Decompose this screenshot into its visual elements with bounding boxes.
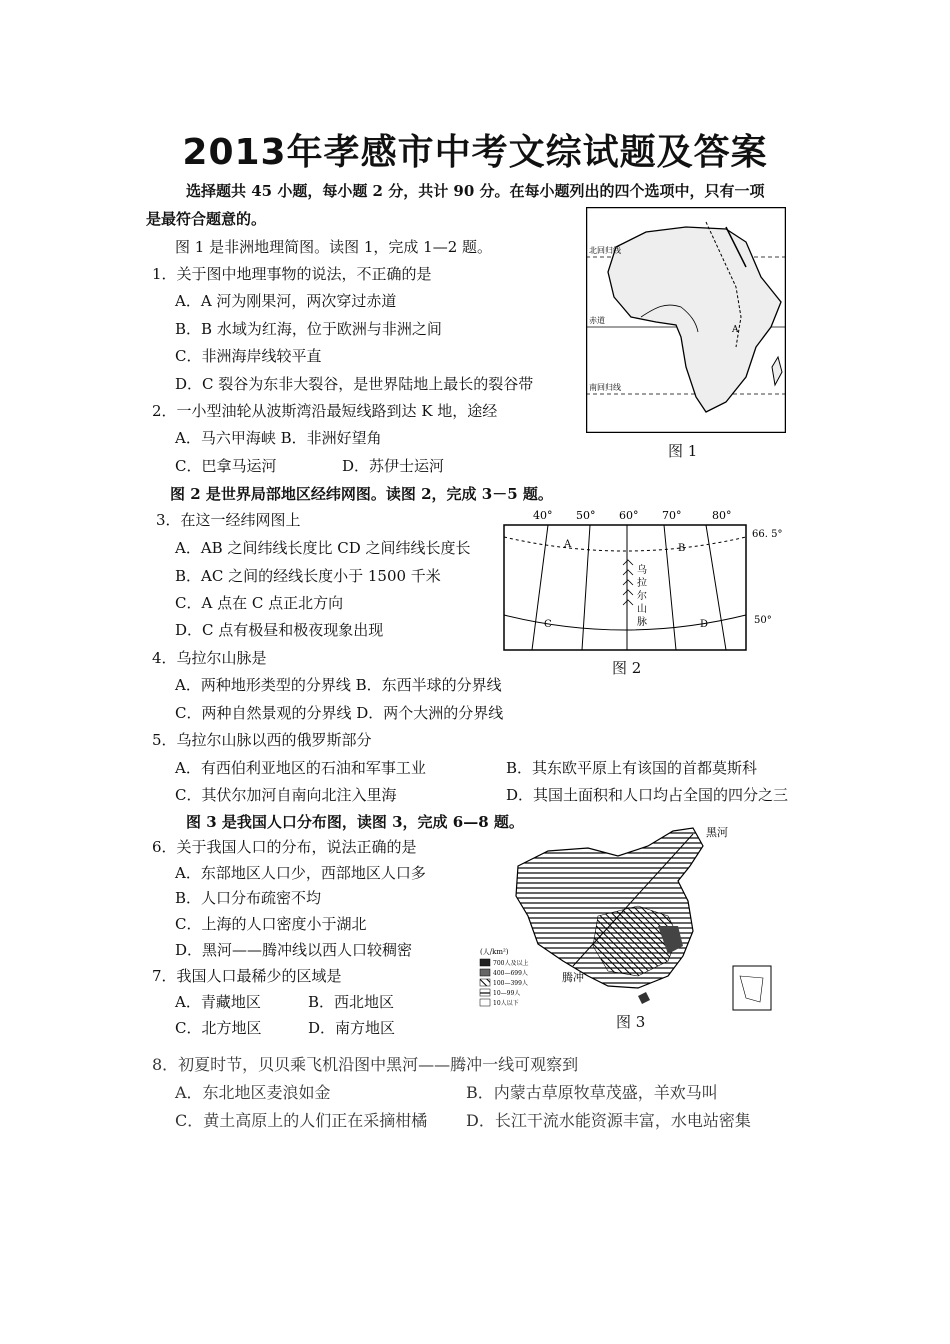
question-1-option-b: B．B 水域为红海，位于欧洲与非洲之间 [175, 320, 442, 338]
fig1-equator-label: 赤道 [589, 316, 605, 325]
africa-map-drawing [586, 207, 786, 433]
intro-line-1: 选择题共 45 小题，每小题 2 分，共计 90 分。在每小题列出的四个选项中，只有一项 [186, 182, 765, 200]
question-7-option-c: C．北方地区 [175, 1019, 262, 1037]
question-4-option-cd: C．两种自然景观的分界线 D．两个大洲的分界线 [175, 704, 504, 722]
question-1-stem: 1．关于图中地理事物的说法，不正确的是 [152, 265, 432, 283]
fig2-point-c: C [544, 619, 552, 630]
fig3-legend-label: 400—699人 [493, 970, 528, 977]
question-3-option-d: D．C 点有极昼和极夜现象出现 [175, 621, 384, 639]
question-3-option-a: A．AB 之间纬线长度比 CD 之间纬线长度长 [175, 539, 471, 557]
question-7-option-b: B．西北地区 [308, 993, 395, 1011]
fig2-lon-label: 70° [662, 509, 682, 522]
fig2-point-d: D [700, 619, 709, 630]
legend-swatch-10 [480, 989, 490, 996]
fig3-legend-label: 100—399人 [493, 980, 528, 987]
question-7-option-d: D．南方地区 [308, 1019, 396, 1037]
figure-2-graticule [500, 505, 800, 659]
legend-swatch-under-10 [480, 999, 490, 1006]
question-3-stem: 3．在这一经纬网图上 [156, 511, 301, 529]
fig2-mountain-char: 脉 [637, 617, 647, 628]
question-1-option-c: C．非洲海岸线较平直 [175, 347, 322, 365]
question-4-option-ab: A．两种地形类型的分界线 B．东西半球的分界线 [175, 676, 502, 694]
fig2-mountain-char: 山 [637, 604, 647, 615]
question-6-stem: 6．关于我国人口的分布，说法正确的是 [152, 838, 417, 856]
question-6-option-b: B．人口分布疏密不均 [175, 889, 322, 907]
question-7-option-a: A．青藏地区 [175, 993, 261, 1011]
legend-swatch-100 [480, 979, 490, 986]
fig2-mountain-char: 乌 [637, 565, 647, 576]
fig2-lon-label: 50° [576, 509, 596, 522]
question-3-option-c: C．A 点在 C 点正北方向 [175, 594, 344, 612]
question-4-stem: 4．乌拉尔山脉是 [152, 649, 267, 667]
question-5-option-b: B．其东欧平原上有该国的首都莫斯科 [506, 759, 758, 777]
fig2-mountain-char: 尔 [637, 591, 647, 602]
question-6-option-d: D．黑河——腾冲线以西人口较稠密 [175, 941, 413, 959]
fig3-legend-label: 10—99人 [493, 990, 521, 997]
fig3-legend-unit: (人/km²) [480, 948, 509, 956]
question-8-option-d: D．长江干流水能资源丰富，水电站密集 [466, 1111, 751, 1130]
legend-swatch-700 [480, 959, 490, 966]
figure-3-china-population-map [478, 826, 778, 1020]
question-6-option-c: C．上海的人口密度小于湖北 [175, 915, 367, 933]
question-intro-3: 图 3 是我国人口分布图，读图 3，完成 6—8 题。 [186, 813, 524, 831]
fig2-lon-label: 60° [619, 509, 639, 522]
question-2-option-ab: A．马六甲海峡 B．非洲好望角 [175, 429, 382, 447]
fig2-lat-bottom-label: 50° [754, 615, 772, 626]
fig3-heihe-label: 黑河 [706, 826, 728, 839]
fig1-tropic-n-label: 北回归线 [589, 246, 621, 255]
fig2-lon-label: 80° [712, 509, 732, 522]
fig3-legend-label: 10人以下 [493, 1000, 519, 1007]
fig2-point-a: A [564, 539, 572, 550]
question-2-stem: 2．一小型油轮从波斯湾沿最短线路到达 K 地，途经 [152, 402, 498, 420]
fig2-lat-top-label: 66. 5° [752, 529, 783, 540]
question-5-option-c: C．其伏尔加河自南向北注入里海 [175, 786, 397, 804]
fig1-point-a-label: A [732, 325, 739, 335]
question-5-stem: 5．乌拉尔山脉以西的俄罗斯部分 [152, 731, 372, 749]
question-8-stem: 8．初夏时节，贝贝乘飞机沿图中黑河——腾冲一线可观察到 [152, 1055, 579, 1074]
fig2-lon-label: 40° [533, 509, 553, 522]
figure-1-caption: 图 1 [668, 442, 698, 460]
legend-swatch-400 [480, 969, 490, 976]
question-8-option-b: B．内蒙古草原牧草茂盛，羊欢马叫 [466, 1083, 718, 1102]
question-1-option-d: D．C 裂谷为东非大裂谷，是世界陆地上最长的裂谷带 [175, 375, 534, 393]
question-intro-2: 图 2 是世界局部地区经纬网图。读图 2，完成 3－5 题。 [170, 485, 553, 503]
question-2-option-c: C．巴拿马运河 [175, 457, 277, 475]
figure-2-caption: 图 2 [612, 659, 642, 677]
fig3-legend-label: 700人及以上 [493, 960, 529, 967]
intro-line-2: 是最符合题意的。 [146, 210, 267, 228]
graticule-drawing [500, 505, 800, 655]
question-8-option-c: C．黄土高原上的人们正在采摘柑橘 [175, 1111, 428, 1130]
question-2-option-d: D．苏伊士运河 [342, 457, 445, 475]
figure-3-caption: 图 3 [616, 1013, 646, 1031]
question-6-option-a: A．东部地区人口少，西部地区人口多 [175, 864, 426, 882]
fig2-point-b: B [678, 543, 686, 554]
question-5-option-d: D．其国土面积和人口均占全国的四分之三 [506, 786, 789, 804]
question-1-option-a: A．A 河为刚果河，两次穿过赤道 [175, 292, 397, 310]
question-5-option-a: A．有西伯利亚地区的石油和军事工业 [175, 759, 426, 777]
fig2-mountain-char: 拉 [637, 578, 647, 589]
question-8-option-a: A．东北地区麦浪如金 [175, 1083, 331, 1102]
page-title: 2013年孝感市中考文综试题及答案 [182, 132, 768, 173]
china-map-drawing [478, 826, 778, 1016]
figure-1-africa-map [586, 207, 786, 437]
question-intro-1: 图 1 是非洲地理简图。读图 1，完成 1—2 题。 [175, 238, 493, 256]
fig1-tropic-s-label: 南回归线 [589, 383, 621, 392]
question-3-option-b: B．AC 之间的经线长度小于 1500 千米 [175, 567, 441, 585]
question-7-stem: 7．我国人口最稀少的区域是 [152, 967, 342, 985]
fig3-tengchong-label: 腾冲 [562, 971, 584, 984]
